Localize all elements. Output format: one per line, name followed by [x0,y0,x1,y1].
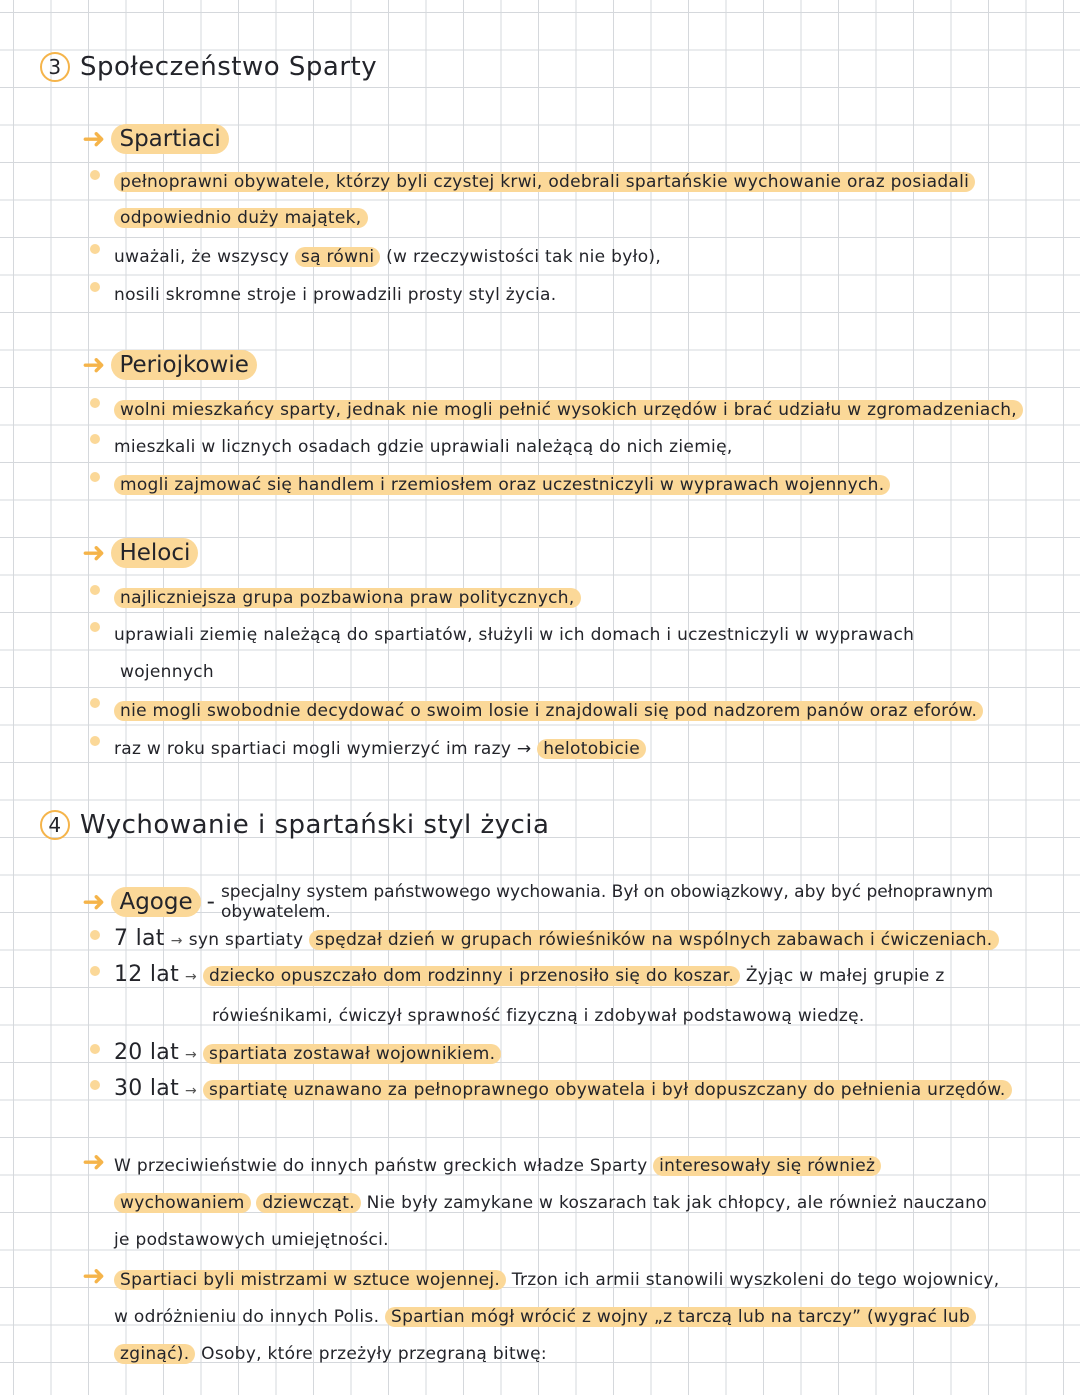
bullet-icon [90,930,100,940]
subheading-agoge: ➜ Agoge - specjalny system państwowego wychowania. Był on obowiązkowy, aby być pełnoprawnym obywatelem. [82,882,1080,922]
section-title: Wychowanie i spartański styl życia [80,810,550,840]
list-item: pełnoprawni obywatele, którzy byli czystej krwi, odebrali spartańskie wychowanie oraz posiadali [114,172,975,192]
bullet-icon [90,1044,100,1054]
arrow-right-icon: ➜ [82,122,106,155]
subheading-label: Periojkowie [111,350,256,380]
age-row: 12 lat → dziecko opuszczało dom rodzinny i przenosiło się do koszar. Żyjąc w małej grupie z [114,962,945,987]
list-item: raz w roku spartiaci mogli wymierzyć im razy → helotobicie [114,739,646,759]
list-item-continuation: wojennych [120,662,214,682]
paragraph-girls-education: W przeciwieństwie do innych państw greckich władze Sparty interesowały się również wychowaniem dziewcząt. Nie były zamykane w koszarach tak jak chłopcy, ale również nauczano je podstawowych umiejętności. [114,1156,987,1250]
list-item: uprawiali ziemię należącą do spartiatów, służyli w ich domach i uczestniczyli w wyprawach [114,625,915,645]
age-row-continuation: rówieśnikami, ćwiczył sprawność fizyczną i zdobywał podstawową wiedzę. [212,1006,865,1026]
bullet-icon [90,434,100,444]
section-number: 3 [40,52,70,82]
age-row: 20 lat → spartiata zostawał wojownikiem. [114,1040,501,1065]
section-3-heading [40,52,377,82]
subheading-periojkowie [82,350,257,380]
bullet-icon [90,244,100,254]
bullet-icon [90,1080,100,1090]
age-row: 7 lat → syn spartiaty spędzał dzień w grupach rówieśników na wspólnych zabawach i ćwiczeniach. [114,926,999,951]
bullet-icon [90,736,100,746]
arrow-right-icon: ➜ [82,348,106,381]
arrow-right-icon: ➜ [82,536,106,569]
bullet-icon [90,966,100,976]
subheading-label: Agoge [111,887,200,917]
section-4-heading [40,810,549,840]
bullet-icon [90,698,100,708]
bullet-icon [90,170,100,180]
subheading-heloci [82,538,198,568]
list-item: najliczniejsza grupa pozbawiona praw politycznych, [114,588,581,608]
bullet-icon [90,622,100,632]
bullet-icon [90,585,100,595]
list-item: mieszkali w licznych osadach gdzie uprawiali należącą do nich ziemię, [114,437,733,457]
arrow-right-icon: ➜ [82,1259,106,1292]
subheading-spartiaci [82,124,229,154]
paragraph-war: Spartiaci byli mistrzami w sztuce wojennej. Trzon ich armii stanowili wyszkoleni do tego wojownicy, w odróżnieniu do innych Polis. Spartian mógł wrócić z wojny „z tarczą lub na tarczy” (wygrać lub zginąć). Osoby, które przeżyły przegraną bitwę: [114,1270,1000,1364]
list-item-continuation: odpowiednio duży majątek, [114,208,368,228]
subheading-label: Spartiaci [111,124,228,154]
list-item: nosili skromne stroje i prowadzili prosty styl życia. [114,285,557,305]
agoge-description: specjalny system państwowego wychowania. Był on obowiązkowy, aby być pełnoprawnym obywatelem. [220,882,994,922]
list-item: mogli zajmować się handlem i rzemiosłem oraz uczestniczyli w wyprawach wojennych. [114,475,890,495]
bullet-icon [90,282,100,292]
section-number: 4 [40,810,70,840]
section-title: Społeczeństwo Sparty [80,52,378,82]
arrow-right-icon: ➜ [82,885,106,918]
bullet-icon [90,472,100,482]
list-item: nie mogli swobodnie decydować o swoim losie i znajdowali się pod nadzorem panów oraz eforów. [114,701,983,721]
arrow-right-icon: ➜ [82,1145,106,1178]
list-item: wolni mieszkańcy sparty, jednak nie mogli pełnić wysokich urzędów i brać udziału w zgromadzeniach, [114,400,1023,420]
bullet-icon [90,398,100,408]
subheading-label: Heloci [111,538,198,568]
list-item: uważali, że wszyscy są równi (w rzeczywistości tak nie było), [114,247,662,267]
age-row: 30 lat → spartiatę uznawano za pełnoprawnego obywatela i był dopuszczany do pełnienia urzędów. [114,1076,1012,1101]
